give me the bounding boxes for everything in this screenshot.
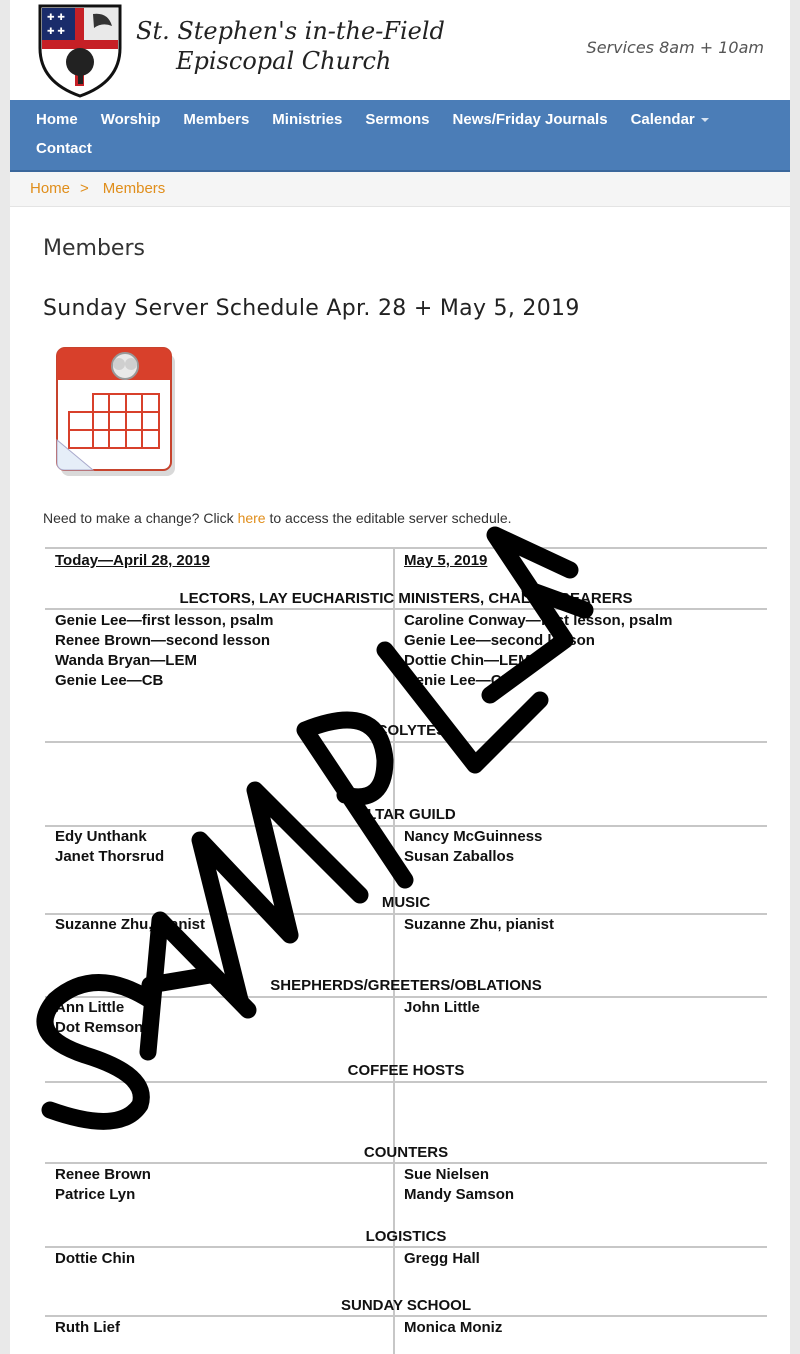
table-cell: Dottie Chin—LEM [404, 652, 531, 669]
table-cell: Dottie Chin [55, 1250, 135, 1267]
table-cell: Renee Brown—second lesson [55, 632, 271, 649]
post-title: Sunday Server Schedule Apr. 28 + May 5, 2019 [43, 296, 580, 321]
church-name-line2: Episcopal Church [176, 47, 392, 75]
table-cell: Genie Lee—CB [55, 672, 164, 689]
column-header-april-28: Today—April 28, 2019 [55, 552, 210, 569]
section-sunday-school-right [404, 1318, 502, 1338]
nav-item-calendar-label: Calendar [630, 110, 695, 128]
table-cell: Edy Unthank [55, 828, 147, 845]
section-counters-left [55, 1165, 151, 1205]
section-shepherds-left [55, 998, 143, 1038]
server-schedule-table [45, 0, 767, 1354]
table-divider [45, 741, 767, 743]
table-cell: Dot Remson [55, 1019, 144, 1036]
table-cell: John Little [404, 999, 480, 1016]
table-divider [45, 1162, 767, 1164]
section-lectors-right [404, 611, 672, 691]
table-cell: Susan Zaballos [404, 848, 515, 865]
page [10, 0, 790, 1354]
table-cell: Wanda Bryan—LEM [55, 652, 197, 669]
nav-item-sermons[interactable]: Sermons [365, 110, 430, 128]
nav-item-contact[interactable]: Contact [36, 139, 92, 157]
table-cell: Ann Little [55, 999, 125, 1016]
page-title: Members [43, 236, 145, 261]
table-cell: Monica Moniz [404, 1319, 503, 1336]
section-title-music: MUSIC [381, 894, 431, 911]
section-title-counters: COUNTERS [363, 1144, 449, 1161]
section-counters-right [404, 1165, 514, 1205]
table-cell: Caroline Conway—first lesson, psalm [404, 612, 673, 629]
section-logistics-right [404, 1249, 480, 1269]
section-music-left [55, 915, 205, 935]
nav-item-news[interactable]: News/Friday Journals [452, 110, 608, 128]
table-cell: Ruth Lief [55, 1319, 120, 1336]
table-cell: Nancy McGuinness [404, 828, 543, 845]
svg-text:✚ ✚: ✚ ✚ [47, 13, 65, 23]
table-divider [45, 1081, 767, 1083]
table-cell: Janet Thorsrud [55, 848, 165, 865]
section-title-lectors: LECTORS, LAY EUCHARISTIC MINISTERS, CHALICE BEARERS [179, 590, 633, 607]
services-times: Services 8am + 10am [586, 38, 764, 57]
section-title-shepherds: SHEPHERDS/GREETERS/OBLATIONS [270, 977, 542, 994]
svg-text:✚ ✚: ✚ ✚ [47, 27, 65, 37]
section-music-right [404, 915, 554, 935]
table-cell: Sue Nielsen [404, 1166, 490, 1183]
nav-item-worship[interactable]: Worship [100, 110, 161, 128]
table-divider [45, 608, 767, 610]
editable-schedule-link[interactable]: here [237, 510, 266, 526]
section-title-acolytes: ACOLYTES [365, 722, 447, 739]
section-sunday-school-left [55, 1318, 120, 1338]
section-altar-guild-right [404, 827, 542, 867]
table-cell: Mandy Samson [404, 1186, 515, 1203]
change-note-before: Need to make a change? Click [43, 510, 238, 526]
nav-item-members[interactable]: Members [183, 110, 250, 128]
table-cell: Genie Lee—second lesson [404, 632, 595, 649]
table-cell: Suzanne Zhu, pianist [404, 916, 555, 933]
section-shepherds-right [404, 998, 480, 1018]
table-cell: Gregg Hall [404, 1250, 480, 1267]
section-title-altar-guild: ALTAR GUILD [356, 806, 456, 823]
breadcrumb-current: Members [102, 180, 166, 197]
table-cell: Genie Lee—CB [404, 672, 513, 689]
table-divider [45, 1315, 767, 1317]
breadcrumb-separator: > [80, 180, 89, 197]
section-title-coffee-hosts: COFFEE HOSTS [347, 1062, 465, 1079]
section-title-sunday-school: SUNDAY SCHOOL [340, 1297, 472, 1314]
column-header-may-5: May 5, 2019 [404, 552, 488, 569]
section-altar-guild-left [55, 827, 164, 867]
change-note-after: to access the editable server schedule. [265, 510, 512, 526]
nav-item-ministries[interactable]: Ministries [272, 110, 343, 128]
breadcrumb-home-link[interactable]: Home [30, 180, 71, 197]
table-cell: Patrice Lyn [55, 1186, 136, 1203]
section-title-logistics: LOGISTICS [365, 1228, 447, 1245]
section-lectors-left [55, 611, 273, 691]
church-name-line1: St. Stephen's in-the-Field [136, 17, 445, 45]
table-divider [45, 547, 767, 549]
table-cell: Suzanne Zhu, pianist [55, 916, 206, 933]
nav-item-home[interactable]: Home [36, 110, 78, 128]
table-cell: Genie Lee—first lesson, psalm [55, 612, 274, 629]
table-divider [45, 1246, 767, 1248]
section-logistics-left [55, 1249, 135, 1269]
table-cell: Renee Brown [55, 1166, 151, 1183]
